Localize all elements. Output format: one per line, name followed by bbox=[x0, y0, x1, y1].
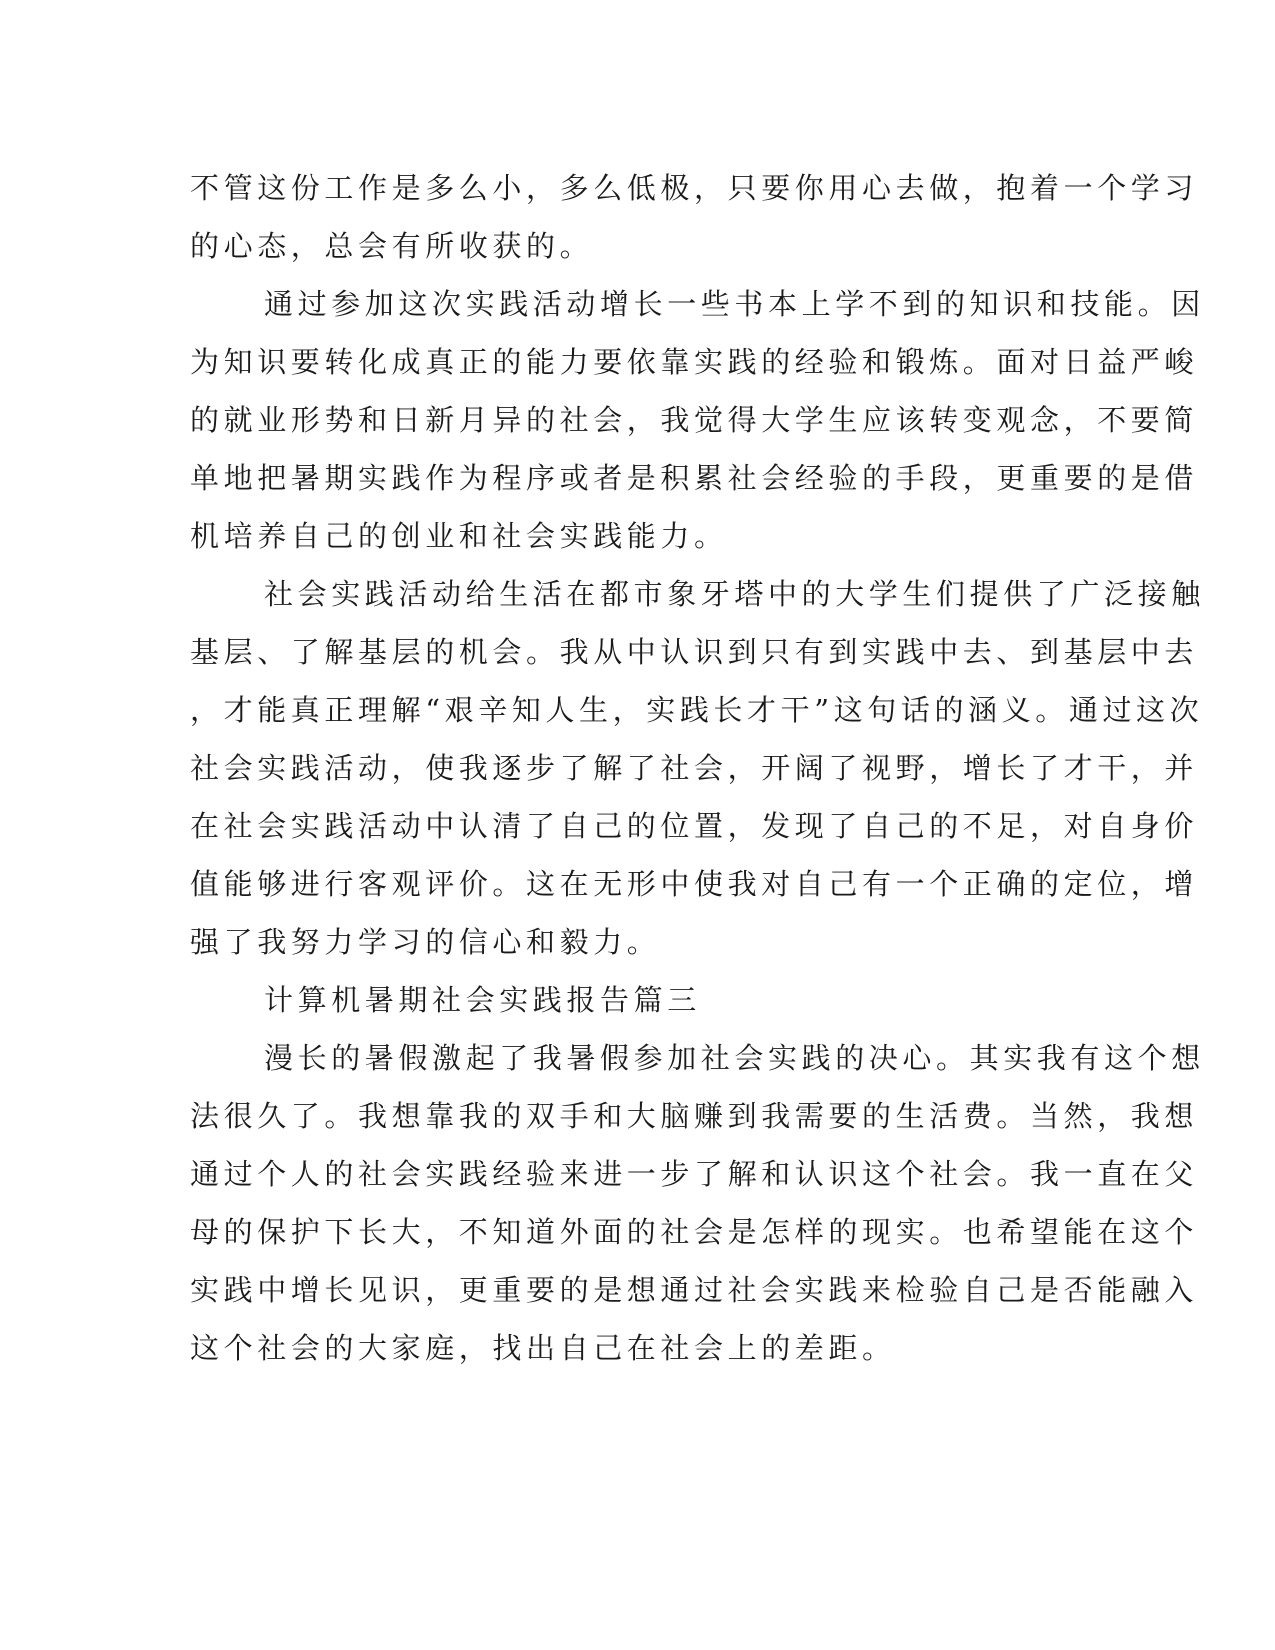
text-line: 母的保护下长大，不知道外面的社会是怎样的现实。也希望能在这个 bbox=[190, 1215, 1199, 1249]
text-line: 实践中增长见识，更重要的是想通过社会实践来检验自己是否能融入 bbox=[190, 1273, 1199, 1307]
text-line: 社会实践活动，使我逐步了解了社会，开阔了视野，增长了才干，并 bbox=[190, 751, 1199, 785]
text-line: 值能够进行客观评价。这在无形中使我对自己有一个正确的定位，增 bbox=[190, 867, 1199, 901]
text-line: 法很久了。我想靠我的双手和大脑赚到我需要的生活费。当然，我想 bbox=[190, 1099, 1199, 1133]
text-line: 通过参加这次实践活动增长一些书本上学不到的知识和技能。因 bbox=[264, 287, 1205, 321]
text-line: 为知识要转化成真正的能力要依靠实践的经验和锻炼。面对日益严峻 bbox=[190, 345, 1199, 379]
text-line: 通过个人的社会实践经验来进一步了解和认识这个社会。我一直在父 bbox=[190, 1157, 1199, 1191]
text-line: 的心态，总会有所收获的。 bbox=[190, 229, 594, 263]
text-line: 的就业形势和日新月异的社会，我觉得大学生应该转变观念，不要简 bbox=[190, 403, 1199, 437]
text-line: 漫长的暑假激起了我暑假参加社会实践的决心。其实我有这个想 bbox=[264, 1041, 1205, 1075]
text-line: 不管这份工作是多么小，多么低极，只要你用心去做，抱着一个学习 bbox=[190, 171, 1199, 205]
text-line: 机培养自己的创业和社会实践能力。 bbox=[190, 519, 728, 553]
text-line: 这个社会的大家庭，找出自己在社会上的差距。 bbox=[190, 1331, 896, 1365]
text-line: 单地把暑期实践作为程序或者是积累社会经验的手段，更重要的是借 bbox=[190, 461, 1199, 495]
text-line: 在社会实践活动中认清了自己的位置，发现了自己的不足，对自身价 bbox=[190, 809, 1199, 843]
text-line: 强了我努力学习的信心和毅力。 bbox=[190, 925, 661, 959]
text-line: ，才能真正理解“艰辛知人生，实践长才干”这句话的涵义。通过这次 bbox=[190, 693, 1204, 727]
text-line: 基层、了解基层的机会。我从中认识到只有到实践中去、到基层中去 bbox=[190, 635, 1199, 669]
section-heading: 计算机暑期社会实践报告篇三 bbox=[264, 983, 701, 1017]
text-line: 社会实践活动给生活在都市象牙塔中的大学生们提供了广泛接触 bbox=[264, 577, 1205, 611]
